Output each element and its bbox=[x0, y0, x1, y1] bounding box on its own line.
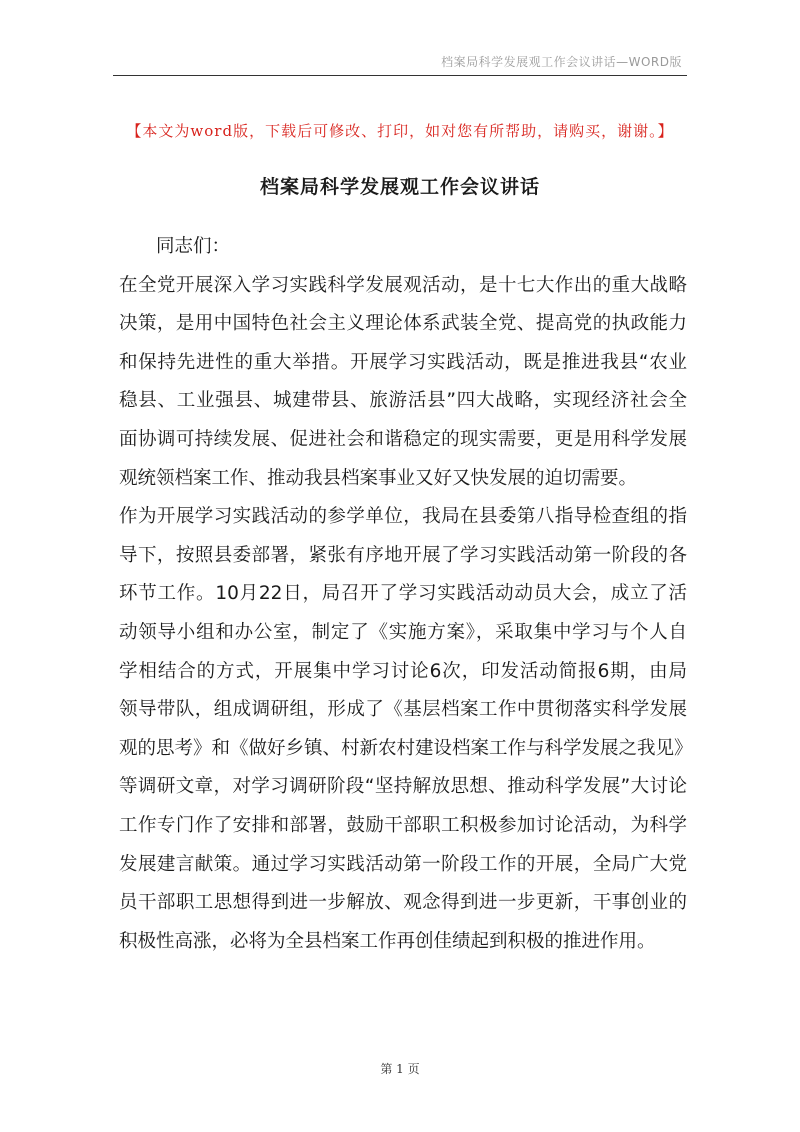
text-line: 稳县、工业强县、城建带县、旅游活县”四大战略，实现经济社会全 bbox=[119, 390, 687, 412]
page-number: 第 1 页 bbox=[380, 1062, 420, 1076]
text-line: 决策，是用中国特色社会主义理论体系武装全党、提高党的执政能力 bbox=[119, 313, 687, 335]
text-line: 和保持先进性的重大举措。开展学习实践活动，既是推进我县“农业 bbox=[119, 351, 687, 373]
document-title: 档案局科学发展观工作会议讲话 bbox=[259, 176, 540, 198]
text-line: 工作专门作了安排和部署，鼓励干部职工积极参加讨论活动，为科学 bbox=[119, 814, 687, 836]
text-line: 观的思考》和《做好乡镇、村新农村建设档案工作与科学发展之我见》 bbox=[119, 737, 693, 759]
text-line: 作为开展学习实践活动的参学单位，我局在县委第八指导检查组的指 bbox=[119, 506, 687, 528]
text-line: 积极性高涨，必将为全县档案工作再创佳绩起到积极的推进作用。 bbox=[119, 930, 656, 952]
running-header: 档案局科学发展观工作会议讲话—WORD版 bbox=[441, 55, 682, 69]
paragraph-1 bbox=[119, 267, 687, 499]
text-line: 发展建言献策。通过学习实践活动第一阶段工作的开展，全局广大党 bbox=[119, 853, 687, 875]
text-line: 员干部职工思想得到进一步解放、观念得到进一步更新，干事创业的 bbox=[119, 892, 687, 914]
text-line: 环节工作。10月22日，局召开了学习实践活动动员大会，成立了活 bbox=[119, 583, 687, 605]
text-line: 导下，按照县委部署，紧张有序地开展了学习实践活动第一阶段的各 bbox=[119, 544, 687, 566]
text-line: 观统领档案工作、推动我县档案事业又好又快发展的迫切需要。 bbox=[119, 467, 638, 489]
text-line: 领导带队，组成调研组，形成了《基层档案工作中贯彻落实科学发展 bbox=[119, 699, 687, 721]
text-line: 学相结合的方式，开展集中学习讨论6次，印发活动简报6期，由局 bbox=[119, 660, 687, 682]
text-line: 等调研文章，对学习调研阶段“坚持解放思想、推动科学发展”大讨论 bbox=[119, 776, 687, 798]
download-notice: 【本文为word版，下载后可修改、打印，如对您有所帮助，请购买，谢谢。】 bbox=[126, 122, 674, 140]
text-line: 在全党开展深入学习实践科学发展观活动，是十七大作出的重大战略 bbox=[119, 274, 687, 296]
salutation: 同志们： bbox=[156, 236, 231, 257]
text-line: 面协调可持续发展、促进社会和谐稳定的现实需要，更是用科学发展 bbox=[119, 428, 687, 450]
text-line: 动领导小组和办公室，制定了《实施方案》，采取集中学习与个人自 bbox=[119, 621, 687, 643]
document-body bbox=[119, 228, 693, 961]
paragraph-2 bbox=[119, 498, 693, 961]
header-divider bbox=[113, 75, 687, 76]
